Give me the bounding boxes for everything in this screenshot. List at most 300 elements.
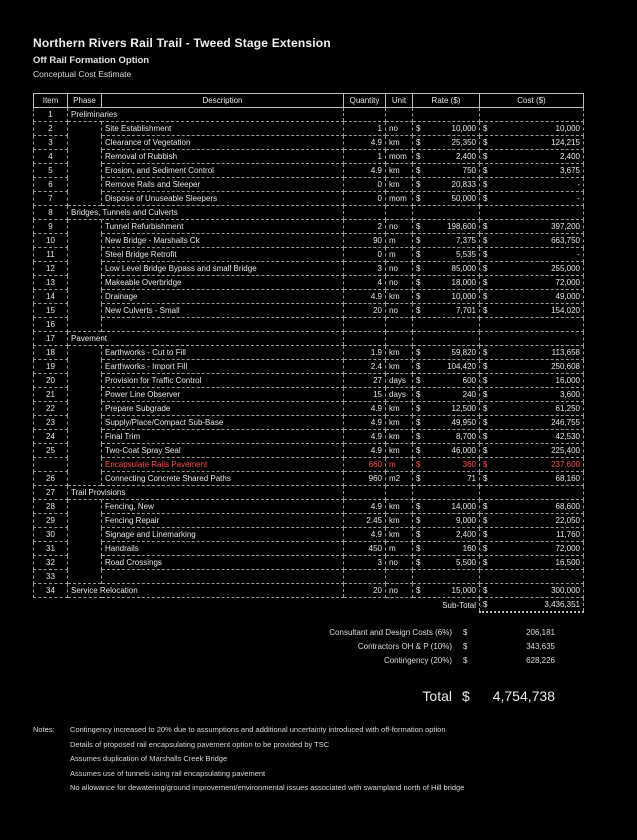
rate: $ 104,420 xyxy=(413,360,480,374)
phase-cell xyxy=(68,570,102,584)
rate xyxy=(413,570,480,584)
unit: m xyxy=(386,234,413,248)
item-number: 18 xyxy=(34,346,68,360)
item-number: 12 xyxy=(34,262,68,276)
rate xyxy=(413,206,480,220)
description xyxy=(102,318,344,332)
cost-summary xyxy=(280,628,570,670)
phase-cell xyxy=(68,220,102,234)
description: Makeable Overbridge xyxy=(102,276,344,290)
unit: days xyxy=(386,374,413,388)
unit: km xyxy=(386,290,413,304)
item-number: 23 xyxy=(34,416,68,430)
table-row xyxy=(34,416,584,430)
quantity: 27 xyxy=(344,374,386,388)
quantity: 4.9 xyxy=(344,402,386,416)
cost xyxy=(480,108,584,122)
phase-cell xyxy=(68,122,102,136)
cost: $ 255,000 xyxy=(480,262,584,276)
summary-row-contractors: Contractors OH & P (10%) $ 343,635 xyxy=(357,642,555,651)
summary-row-consultant: Consultant and Design Costs (6%) $ 206,181 xyxy=(329,628,555,637)
document-subtitle: Off Rail Formation Option xyxy=(33,55,150,66)
unit: no xyxy=(386,556,413,570)
item-number: 28 xyxy=(34,500,68,514)
rate: $ 50,000 xyxy=(413,192,480,206)
cost xyxy=(480,332,584,346)
phase-cell xyxy=(68,374,102,388)
cost xyxy=(480,206,584,220)
col-header-unit: Unit xyxy=(386,94,413,108)
cost: $ 246,755 xyxy=(480,416,584,430)
table-row xyxy=(34,122,584,136)
unit: m xyxy=(386,458,413,472)
description: Connecting Concrete Shared Paths xyxy=(102,472,344,486)
phase-cell xyxy=(68,500,102,514)
rate: $ 20,833 xyxy=(413,178,480,192)
note-line: Assumes use of tunnels using rail encapsulating pavement xyxy=(70,768,266,778)
cost-estimate-table xyxy=(33,93,584,613)
cost: $ 49,000 xyxy=(480,290,584,304)
table-row xyxy=(34,542,584,556)
rate: $ 9,000 xyxy=(413,514,480,528)
quantity xyxy=(344,570,386,584)
subtotal-value: $ 3,436,351 xyxy=(480,598,584,613)
table-row xyxy=(34,248,584,262)
note-line: Assumes duplication of Marshalls Creek Bridge xyxy=(70,754,228,763)
table-row xyxy=(34,430,584,444)
phase-name: Pavement xyxy=(68,332,344,346)
phase-row xyxy=(34,108,584,122)
cost: $ 397,200 xyxy=(480,220,584,234)
quantity: 660 xyxy=(344,458,386,472)
description: Road Crossings xyxy=(102,556,344,570)
phase-cell xyxy=(68,444,102,458)
unit: km xyxy=(386,346,413,360)
unit: mom xyxy=(386,150,413,164)
quantity xyxy=(344,332,386,346)
subtotal-label: Sub-Total xyxy=(442,600,476,610)
item-number: 5 xyxy=(34,164,68,178)
description: Prepare Subgrade xyxy=(102,402,344,416)
item-number: 34 xyxy=(34,584,68,598)
cost: $ - xyxy=(480,248,584,262)
rate: $ 71 xyxy=(413,472,480,486)
quantity: 4.9 xyxy=(344,444,386,458)
unit: no xyxy=(386,262,413,276)
table-row xyxy=(34,178,584,192)
rate: $ 10,000 xyxy=(413,290,480,304)
rate: $ 2,400 xyxy=(413,528,480,542)
total-currency: $ xyxy=(462,688,470,704)
rate: $ 18,000 xyxy=(413,276,480,290)
grand-total xyxy=(280,688,570,708)
rate: $ 85,000 xyxy=(413,262,480,276)
quantity: 90 xyxy=(344,234,386,248)
table-row xyxy=(34,276,584,290)
description: Remove Rails and Sleeper xyxy=(102,178,344,192)
item-number: 24 xyxy=(34,430,68,444)
phase-name: Preliminaries xyxy=(68,108,344,122)
cost: $ 225,400 xyxy=(480,444,584,458)
table-row xyxy=(34,304,584,318)
table-row xyxy=(34,500,584,514)
unit: days xyxy=(386,388,413,402)
description: Steel Bridge Retrofit xyxy=(102,248,344,262)
description: Low Level Bridge Bypass and small Bridge xyxy=(102,262,344,276)
quantity: 1 xyxy=(344,122,386,136)
cost: $ 154,020 xyxy=(480,304,584,318)
phase-cell xyxy=(68,360,102,374)
quantity: 4.9 xyxy=(344,500,386,514)
cost: $ 22,050 xyxy=(480,514,584,528)
quantity: 4.9 xyxy=(344,416,386,430)
table-row xyxy=(34,444,584,458)
unit: mom xyxy=(386,192,413,206)
phase-cell xyxy=(68,192,102,206)
table-row xyxy=(34,234,584,248)
description: Clearance of Vegetation xyxy=(102,136,344,150)
quantity: 1 xyxy=(344,150,386,164)
unit: no xyxy=(386,584,413,598)
description: Drainage xyxy=(102,290,344,304)
description: New Culverts - Small xyxy=(102,304,344,318)
item-number: 22 xyxy=(34,402,68,416)
table-row xyxy=(34,136,584,150)
item-number: 7 xyxy=(34,192,68,206)
rate: $ 46,000 xyxy=(413,444,480,458)
cost: $ 72,000 xyxy=(480,542,584,556)
unit: km xyxy=(386,514,413,528)
table-row xyxy=(34,514,584,528)
description: Earthworks - Cut to Fill xyxy=(102,346,344,360)
phase-cell xyxy=(68,262,102,276)
quantity xyxy=(344,318,386,332)
notes-label: Notes: xyxy=(33,725,55,734)
item-number xyxy=(34,458,68,472)
unit: km xyxy=(386,416,413,430)
item-number: 10 xyxy=(34,234,68,248)
phase-cell xyxy=(68,388,102,402)
table-row xyxy=(34,290,584,304)
phase-row xyxy=(34,206,584,220)
rate: $ 25,350 xyxy=(413,136,480,150)
description: Fencing, New xyxy=(102,500,344,514)
phase-row xyxy=(34,584,584,598)
phase-cell xyxy=(68,234,102,248)
cost: $ 42,530 xyxy=(480,430,584,444)
item-number: 8 xyxy=(34,206,68,220)
rate: $ 12,500 xyxy=(413,402,480,416)
item-number: 29 xyxy=(34,514,68,528)
phase-name: Trail Provisions xyxy=(68,486,344,500)
unit: km xyxy=(386,528,413,542)
unit: km xyxy=(386,444,413,458)
cost xyxy=(480,486,584,500)
phase-cell xyxy=(68,318,102,332)
table-row xyxy=(34,374,584,388)
quantity xyxy=(344,486,386,500)
phase-cell xyxy=(68,346,102,360)
cost: $ 61,250 xyxy=(480,402,584,416)
item-number: 20 xyxy=(34,374,68,388)
description xyxy=(102,570,344,584)
phase-cell xyxy=(68,472,102,486)
cost: $ 10,000 xyxy=(480,122,584,136)
unit: m2 xyxy=(386,472,413,486)
quantity: 2.45 xyxy=(344,514,386,528)
item-number: 2 xyxy=(34,122,68,136)
table-row xyxy=(34,458,584,472)
rate: $ 7,701 xyxy=(413,304,480,318)
phase-name: Bridges, Tunnels and Culverts xyxy=(68,206,344,220)
unit xyxy=(386,570,413,584)
summary-row-contingency: Contingency (20%) $ 628,226 xyxy=(383,656,555,665)
quantity: 4.9 xyxy=(344,136,386,150)
table-row xyxy=(34,346,584,360)
phase-cell xyxy=(68,416,102,430)
cost: $ 68,600 xyxy=(480,500,584,514)
quantity: 4.9 xyxy=(344,290,386,304)
description: Tunnel Refurbishment xyxy=(102,220,344,234)
table-row xyxy=(34,570,584,584)
description: Supply/Place/Compact Sub-Base xyxy=(102,416,344,430)
description: New Bridge - Marshalls Ck xyxy=(102,234,344,248)
unit: km xyxy=(386,402,413,416)
quantity: 0 xyxy=(344,192,386,206)
cost: $ 2,400 xyxy=(480,150,584,164)
description: Handrails xyxy=(102,542,344,556)
table-header-row xyxy=(34,94,584,108)
quantity: 4.9 xyxy=(344,430,386,444)
phase-cell xyxy=(68,304,102,318)
rate: $ 49,950 xyxy=(413,416,480,430)
table-row xyxy=(34,402,584,416)
col-header-rate: Rate ($) xyxy=(413,94,480,108)
total-value: 4,754,738 xyxy=(492,688,555,704)
table-row xyxy=(34,318,584,332)
cost: $ 16,000 xyxy=(480,374,584,388)
col-header-cost: Cost ($) xyxy=(480,94,584,108)
item-number: 30 xyxy=(34,528,68,542)
table-row xyxy=(34,262,584,276)
rate: $ 7,375 xyxy=(413,234,480,248)
phase-cell xyxy=(68,178,102,192)
quantity: 3 xyxy=(344,262,386,276)
item-number: 25 xyxy=(34,444,68,458)
rate: $ 2,400 xyxy=(413,150,480,164)
item-number: 17 xyxy=(34,332,68,346)
phase-cell xyxy=(68,276,102,290)
rate: $ 198,600 xyxy=(413,220,480,234)
phase-cell xyxy=(68,458,102,472)
cost: $ 3,600 xyxy=(480,388,584,402)
quantity: 960 xyxy=(344,472,386,486)
rate: $ 10,000 xyxy=(413,122,480,136)
rate: $ 59,820 xyxy=(413,346,480,360)
phase-cell xyxy=(68,556,102,570)
description: Erosion, and Sediment Control xyxy=(102,164,344,178)
description: Provision for Traffic Control xyxy=(102,374,344,388)
quantity: 450 xyxy=(344,542,386,556)
phase-cell xyxy=(68,528,102,542)
table-row xyxy=(34,472,584,486)
rate: $ 240 xyxy=(413,388,480,402)
phase-cell xyxy=(68,430,102,444)
cost: $ 68,160 xyxy=(480,472,584,486)
col-header-description: Description xyxy=(102,94,344,108)
rate: $ 14,000 xyxy=(413,500,480,514)
description: Fencing Repair xyxy=(102,514,344,528)
rate xyxy=(413,108,480,122)
phase-cell xyxy=(68,248,102,262)
phase-cell xyxy=(68,514,102,528)
unit xyxy=(386,318,413,332)
quantity: 1.9 xyxy=(344,346,386,360)
description: Two-Coat Spray Seal xyxy=(102,444,344,458)
item-number: 16 xyxy=(34,318,68,332)
col-header-item: Item xyxy=(34,94,68,108)
item-number: 19 xyxy=(34,360,68,374)
unit: km xyxy=(386,430,413,444)
cost: $ 124,215 xyxy=(480,136,584,150)
rate: $ 160 xyxy=(413,542,480,556)
phase-row xyxy=(34,332,584,346)
unit xyxy=(386,108,413,122)
item-number: 3 xyxy=(34,136,68,150)
item-number: 11 xyxy=(34,248,68,262)
item-number: 14 xyxy=(34,290,68,304)
table-row xyxy=(34,556,584,570)
table-row xyxy=(34,192,584,206)
rate: $ 360 xyxy=(413,458,480,472)
table-row xyxy=(34,164,584,178)
unit: m xyxy=(386,542,413,556)
cost: $ 72,000 xyxy=(480,276,584,290)
unit: no xyxy=(386,304,413,318)
cost: $ 300,000 xyxy=(480,584,584,598)
document-title: Northern Rivers Rail Trail - Tweed Stage Extension xyxy=(33,36,331,50)
unit: km xyxy=(386,164,413,178)
phase-row xyxy=(34,486,584,500)
item-number: 9 xyxy=(34,220,68,234)
note-line: No allowance for dewatering/ground improvement/environmental issues associated with swampland north of Hill bridge xyxy=(70,783,465,792)
rate: $ 750 xyxy=(413,164,480,178)
description: Removal of Rubbish xyxy=(102,150,344,164)
phase-cell xyxy=(68,290,102,304)
quantity xyxy=(344,108,386,122)
item-number: 27 xyxy=(34,486,68,500)
description: Power Line Observer xyxy=(102,388,344,402)
cost xyxy=(480,318,584,332)
col-header-phase: Phase xyxy=(68,94,102,108)
rate xyxy=(413,332,480,346)
cost xyxy=(480,570,584,584)
item-number: 33 xyxy=(34,570,68,584)
unit: m xyxy=(386,248,413,262)
cost: $ 3,675 xyxy=(480,164,584,178)
unit: no xyxy=(386,220,413,234)
cost: $ 250,608 xyxy=(480,360,584,374)
item-number: 21 xyxy=(34,388,68,402)
unit xyxy=(386,332,413,346)
quantity: 4.9 xyxy=(344,164,386,178)
item-number: 31 xyxy=(34,542,68,556)
item-number: 13 xyxy=(34,276,68,290)
table-body xyxy=(34,108,584,598)
cost: $ 113,658 xyxy=(480,346,584,360)
description: Final Trim xyxy=(102,430,344,444)
total-label: Total xyxy=(422,688,452,704)
quantity: 15 xyxy=(344,388,386,402)
document-subtitle-2: Conceptual Cost Estimate xyxy=(33,69,132,79)
cost: $ 11,760 xyxy=(480,528,584,542)
item-number: 32 xyxy=(34,556,68,570)
rate: $ 5,500 xyxy=(413,556,480,570)
item-number: 1 xyxy=(34,108,68,122)
description: Earthworks - Import Fill xyxy=(102,360,344,374)
unit xyxy=(386,486,413,500)
unit: km xyxy=(386,178,413,192)
unit: km xyxy=(386,136,413,150)
quantity: 0 xyxy=(344,248,386,262)
table-row xyxy=(34,388,584,402)
table-row xyxy=(34,360,584,374)
table-row xyxy=(34,528,584,542)
phase-cell xyxy=(68,150,102,164)
description: Site Establishment xyxy=(102,122,344,136)
rate: $ 8,700 xyxy=(413,430,480,444)
quantity: 4.9 xyxy=(344,528,386,542)
cost: $ 237,600 xyxy=(480,458,584,472)
note-line: Details of proposed rail encapsulating pavement option to be provided by TSC xyxy=(70,739,330,749)
quantity: 20 xyxy=(344,304,386,318)
table-row xyxy=(34,220,584,234)
unit: no xyxy=(386,276,413,290)
item-number: 4 xyxy=(34,150,68,164)
cost: $ - xyxy=(480,178,584,192)
quantity: 0 xyxy=(344,178,386,192)
rate xyxy=(413,318,480,332)
item-number: 15 xyxy=(34,304,68,318)
unit: km xyxy=(386,500,413,514)
quantity: 20 xyxy=(344,584,386,598)
unit: km xyxy=(386,360,413,374)
col-header-quantity: Quantity xyxy=(344,94,386,108)
quantity xyxy=(344,206,386,220)
quantity: 4 xyxy=(344,276,386,290)
subtotal-row xyxy=(34,598,584,613)
description: Signage and Linemarking xyxy=(102,528,344,542)
quantity: 2 xyxy=(344,220,386,234)
phase-cell xyxy=(68,402,102,416)
rate: $ 5,535 xyxy=(413,248,480,262)
table-row xyxy=(34,150,584,164)
unit xyxy=(386,206,413,220)
cost: $ 663,750 xyxy=(480,234,584,248)
unit: no xyxy=(386,122,413,136)
description: Dispose of Unuseable Sleepers xyxy=(102,192,344,206)
description: Encapsulate Rails Pavement xyxy=(102,458,344,472)
rate: $ 600 xyxy=(413,374,480,388)
phase-cell xyxy=(68,542,102,556)
note-line: Contingency increased to 20% due to assumptions and additional uncertainty introduced with off-formation option xyxy=(70,725,446,734)
cost: $ - xyxy=(480,192,584,206)
phase-cell xyxy=(68,164,102,178)
rate: $ 15,000 xyxy=(413,584,480,598)
phase-name: Service Relocation xyxy=(68,584,344,598)
quantity: 2.4 xyxy=(344,360,386,374)
item-number: 6 xyxy=(34,178,68,192)
